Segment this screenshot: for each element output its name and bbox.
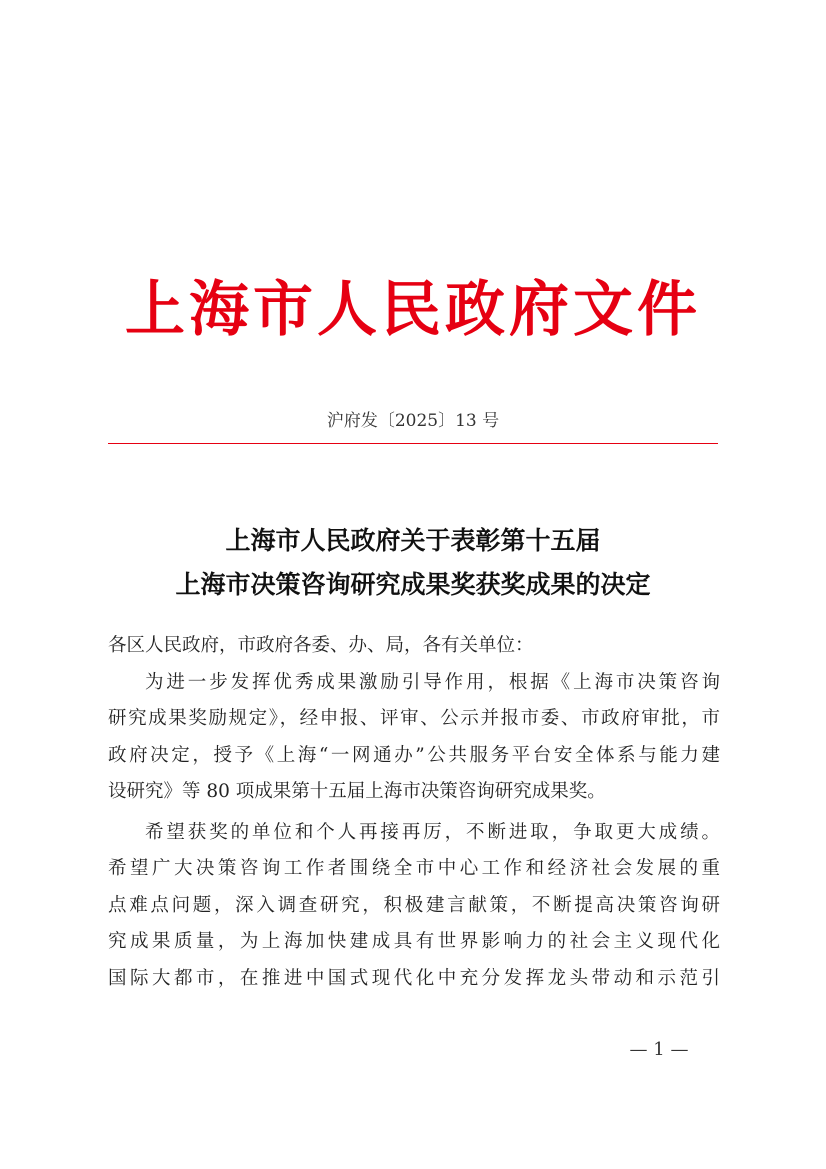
document-title-line-2: 上海市决策咨询研究成果奖获奖成果的决定 [175, 570, 651, 599]
page-number: — 1 — [629, 1039, 689, 1060]
paragraph-2 [108, 815, 720, 998]
document-title-line-1: 上海市人民政府关于表彰第十五届 [225, 526, 601, 555]
paragraph-line: 国际大都市，在推进中国式现代化中充分发挥龙头带动和示范引 [108, 967, 720, 989]
document-title [0, 519, 826, 607]
document-body [108, 628, 720, 997]
paragraph-line: 点难点问题，深入调查研究，积极建言献策，不断提高决策咨询研 [108, 894, 720, 916]
paragraph-line: 究成果质量，为上海加快建成具有世界影响力的社会主义现代化 [108, 931, 720, 952]
paragraph-line: 设研究》等 80 项成果第十五届上海市决策咨询研究成果奖。 [108, 781, 606, 802]
paragraph-line: 为进一步发挥优秀成果激励引导作用，根据《上海市决策咨询 [145, 671, 720, 693]
salutation: 各区人民政府，市政府各委、办、局，各有关单位： [108, 635, 534, 656]
document-header-title: 上海市人民政府文件 [125, 275, 701, 345]
paragraph-line: 政府决定，授予《上海“一网通办”公共服务平台安全体系与能力建 [108, 744, 720, 766]
document-number: 沪府发〔2025〕13 号 [326, 411, 500, 431]
paragraph-line: 研究成果奖励规定》，经申报、评审、公示并报市委、市政府审批，市 [108, 708, 720, 729]
red-divider-line [108, 443, 718, 444]
paragraph-line: 希望广大决策咨询工作者围绕全市中心工作和经济社会发展的重 [108, 858, 720, 879]
paragraph-1 [108, 665, 720, 811]
paragraph-line: 希望获奖的单位和个人再接再厉，不断进取，争取更大成绩。 [145, 821, 720, 843]
